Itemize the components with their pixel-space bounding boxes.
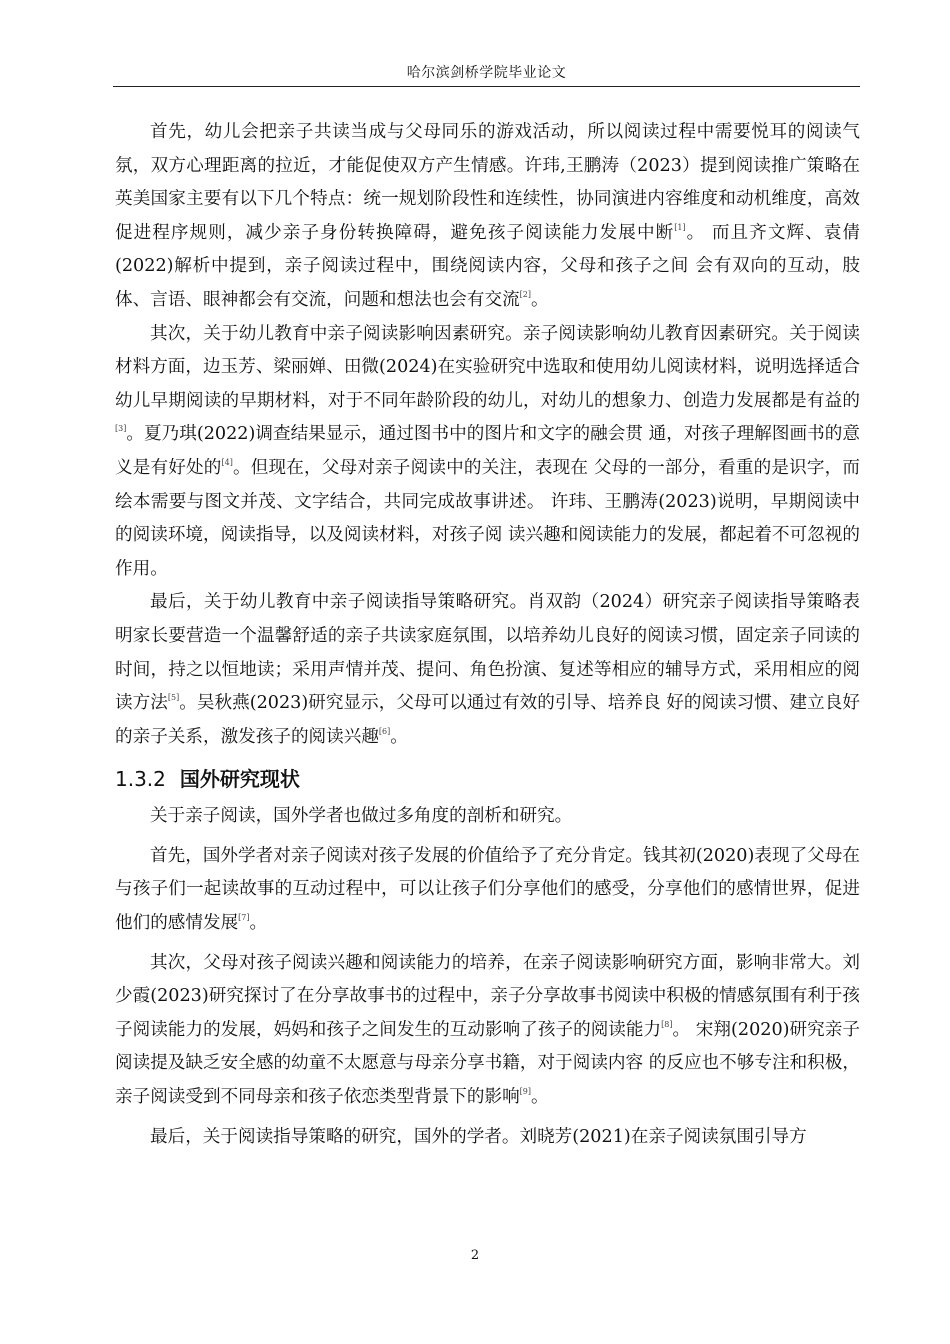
paragraph-5: 首先，国外学者对亲子阅读对孩子发展的价值给予了充分肯定。钱其初(2020)表现了父母在与孩子们一起读故事的互动过程中，可以让孩子们分享他们的感受，分享他们的感情世界，促进他们的感情发展[7]。 — [115, 845, 860, 934]
section-title: 国外研究现状 — [179, 767, 300, 792]
citation: [9] — [519, 1087, 532, 1097]
page-number: 2 — [470, 1248, 480, 1263]
citation: [1] — [674, 222, 686, 232]
citation: [2] — [519, 289, 532, 299]
citation: [5] — [167, 693, 180, 703]
section-heading — [115, 764, 860, 794]
paragraph-4: 关于亲子阅读，国外学者也做过多角度的剖析和研究。 — [150, 806, 573, 827]
citation: [7] — [238, 913, 250, 923]
citation: [4] — [221, 457, 233, 467]
citation: [8] — [661, 1019, 673, 1029]
paragraph-7: 最后，关于阅读指导策略的研究，国外的学者。刘晓芳(2021)在亲子阅读氛围引导方 — [150, 1126, 807, 1147]
citation: [3] — [115, 424, 127, 434]
paragraph-1: 首先，幼儿会把亲子共读当成与父母同乐的游戏活动，所以阅读过程中需要悦耳的阅读气氛，双方心理距离的拉近，才能促使双方产生情感。许玮,王鹏涛（2023）提到阅读推广策略在英美国家主要有以下几个特点：统一规划阶段性和连续性，协同演进内容维度和动机维度，高效促进程序规则，减少亲子身份转换障碍，避免孩子阅读能力发展中断[1]。 而且齐文辉、袁倩(2022)解析中提到，亲子阅读过程中，围绕阅读内容，父母和孩子之间 会有双向的互动，肢体、言语、眼神都会有交流，问题和想法也会有交流[2]。 — [115, 122, 860, 310]
paragraph-6: 其次，父母对孩子阅读兴趣和阅读能力的培养，在亲子阅读影响研究方面，影响非常大。刘少霞(2023)研究探讨了在分享故事书的过程中，亲子分享故事书阅读中积极的情感氛围有利于孩子阅读能力的发展，妈妈和孩子之间发生的互动影响了孩子的阅读能力[8]。 宋翔(2020)研究亲子阅读提及缺乏安全感的幼童不太愿意与母亲分享书籍，对于阅读内容 的反应也不够专注和积极，亲子阅读受到不同母亲和孩子依恋类型背景下的影响[9]。 — [115, 952, 860, 1108]
citation: [6] — [378, 726, 391, 736]
page-content — [115, 116, 860, 1154]
paragraph-2: 其次，关于幼儿教育中亲子阅读影响因素研究。亲子阅读影响幼儿教育因素研究。关于阅读材料方面，边玉芳、梁丽婵、田微(2024)在实验研究中选取和使用幼儿阅读材料，说明选择适合幼儿早期阅读的早期材料，对于不同年龄阶段的幼儿，对幼儿的想象力、创造力发展都是有益的[3]。夏乃琪(2022)调查结果显示，通过图书中的图片和文字的融会贯 通，对孩子理解图画书的意义是有好处的[4]。但现在，父母对亲子阅读中的关注，表现在 父母的一部分，看重的是识字，而绘本需要与图文并茂、文字结合，共同完成故事讲述。 许玮、王鹏涛(2023)说明，早期阅读中的阅读环境，阅读指导，以及阅读材料，对孩子阅 读兴趣和阅读能力的发展，都起着不可忽视的作用。 — [115, 323, 860, 579]
paragraph-3: 最后，关于幼儿教育中亲子阅读指导策略研究。肖双韵（2024）研究亲子阅读指导策略表明家长要营造一个温馨舒适的亲子共读家庭氛围，以培养幼儿良好的阅读习惯，固定亲子同读的时间，持之以恒地读；采用声情并茂、提问、角色扮演、复述等相应的辅导方式，采用相应的阅读方法[5]。吴秋燕(2023)研究显示，父母可以通过有效的引导、培养良 好的阅读习惯、建立良好的亲子关系，激发孩子的阅读兴趣[6]。 — [115, 592, 860, 747]
header-rule — [113, 86, 860, 87]
page-header: 哈尔滨剑桥学院毕业论文 — [406, 65, 567, 81]
section-number: 1.3.2 — [115, 767, 166, 792]
